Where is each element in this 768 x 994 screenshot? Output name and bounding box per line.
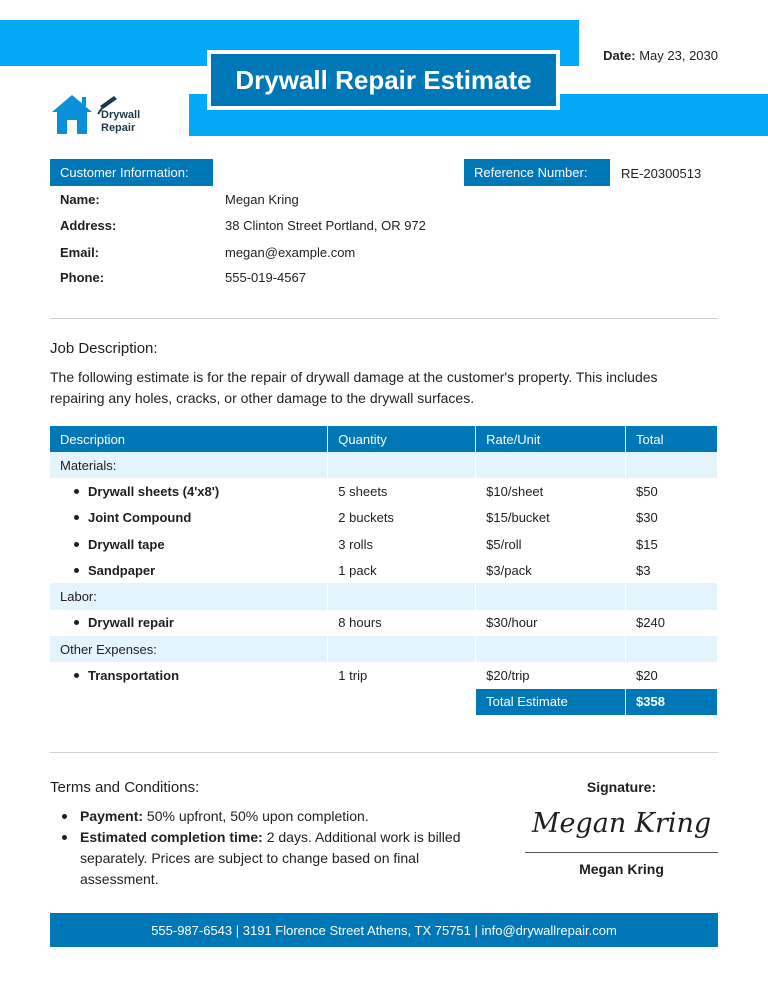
table-row	[50, 610, 718, 636]
item-total: $3	[626, 557, 718, 583]
total-estimate-label: Total Estimate	[476, 689, 626, 715]
item-rate: $20/trip	[476, 662, 626, 688]
field-value: 555-019-4567	[225, 270, 306, 285]
field-value: megan@example.com	[225, 245, 356, 260]
item-quantity: 1 pack	[328, 557, 476, 583]
list-item	[62, 827, 472, 890]
column-header: Quantity	[328, 426, 476, 452]
signature-line	[525, 852, 718, 853]
item-description: Sandpaper	[88, 562, 156, 578]
item-total: $15	[626, 531, 718, 557]
total-estimate-value: $358	[626, 689, 718, 715]
table-row	[50, 531, 718, 557]
list-item	[62, 806, 472, 827]
term-label: Payment:	[80, 808, 144, 824]
term-label: Estimated completion time:	[80, 829, 263, 845]
reference-number-label: Reference Number:	[464, 159, 610, 186]
table-row	[50, 505, 718, 531]
table-header-row	[50, 426, 718, 452]
item-quantity: 3 rolls	[328, 531, 476, 557]
footer-contact: 555-987-6543 | 3191 Florence Street Athens, TX 75751 | info@drywallrepair.com	[50, 913, 718, 947]
table-row	[50, 662, 718, 688]
field-key: Phone:	[60, 270, 105, 285]
item-total: $240	[626, 610, 718, 636]
table-row	[50, 478, 718, 504]
item-description: Drywall tape	[88, 536, 165, 552]
signature-script: Megan Kring	[531, 808, 712, 839]
job-description-text: The following estimate is for the repair of drywall damage at the customer's property. This includes repairing any holes, cracks, or other damage to the drywall surfaces.	[50, 369, 658, 406]
column-header: Description	[50, 426, 328, 452]
item-total: $50	[626, 478, 718, 504]
category-label: Other Expenses:	[50, 636, 328, 662]
item-quantity: 8 hours	[328, 610, 476, 636]
date-value: May 23, 2030	[639, 48, 718, 63]
item-quantity: 1 trip	[328, 662, 476, 688]
signature-name: Megan Kring	[579, 861, 664, 877]
customer-info-label: Customer Information:	[50, 159, 213, 186]
field-value: Megan Kring	[225, 192, 299, 207]
estimate-table	[50, 426, 718, 715]
term-text: 50% upfront, 50% upon completion.	[146, 808, 369, 824]
table-row	[50, 557, 718, 583]
reference-number-value: RE-20300513	[621, 166, 702, 181]
logo-text: Drywall Repair	[101, 109, 141, 134]
date-label: Date:	[603, 48, 636, 63]
item-description: Drywall sheets (4'x8')	[88, 483, 220, 499]
item-quantity: 5 sheets	[328, 478, 476, 504]
category-row	[50, 583, 718, 609]
column-header: Total	[626, 426, 718, 452]
item-description: Joint Compound	[88, 510, 192, 526]
item-quantity: 2 buckets	[328, 505, 476, 531]
category-label: Labor:	[50, 583, 328, 609]
field-key: Email:	[60, 245, 100, 260]
category-row	[50, 452, 718, 478]
column-header: Rate/Unit	[476, 426, 626, 452]
field-value: 38 Clinton Street Portland, OR 972	[225, 218, 426, 233]
date-line	[603, 48, 718, 63]
term-text: 2 days. Additional work is billed separately. Prices are subject to change based on final assessment.	[80, 829, 461, 887]
signature-title: Signature:	[586, 779, 657, 795]
item-rate: $5/roll	[476, 531, 626, 557]
item-rate: $3/pack	[476, 557, 626, 583]
item-total: $30	[626, 505, 718, 531]
job-description-title: Job Description:	[50, 340, 158, 357]
total-row	[50, 689, 718, 715]
terms-title: Terms and Conditions:	[50, 779, 200, 796]
category-row	[50, 636, 718, 662]
terms-list	[62, 806, 472, 890]
page-title: Drywall Repair Estimate	[207, 50, 560, 110]
item-description: Transportation	[88, 668, 180, 684]
divider	[50, 318, 718, 319]
category-label: Materials:	[50, 452, 328, 478]
item-description: Drywall repair	[88, 615, 174, 631]
item-rate: $15/bucket	[476, 505, 626, 531]
field-key: Name:	[60, 192, 100, 207]
item-rate: $30/hour	[476, 610, 626, 636]
divider	[50, 752, 718, 753]
item-rate: $10/sheet	[476, 478, 626, 504]
item-total: $20	[626, 662, 718, 688]
field-key: Address:	[60, 218, 117, 233]
